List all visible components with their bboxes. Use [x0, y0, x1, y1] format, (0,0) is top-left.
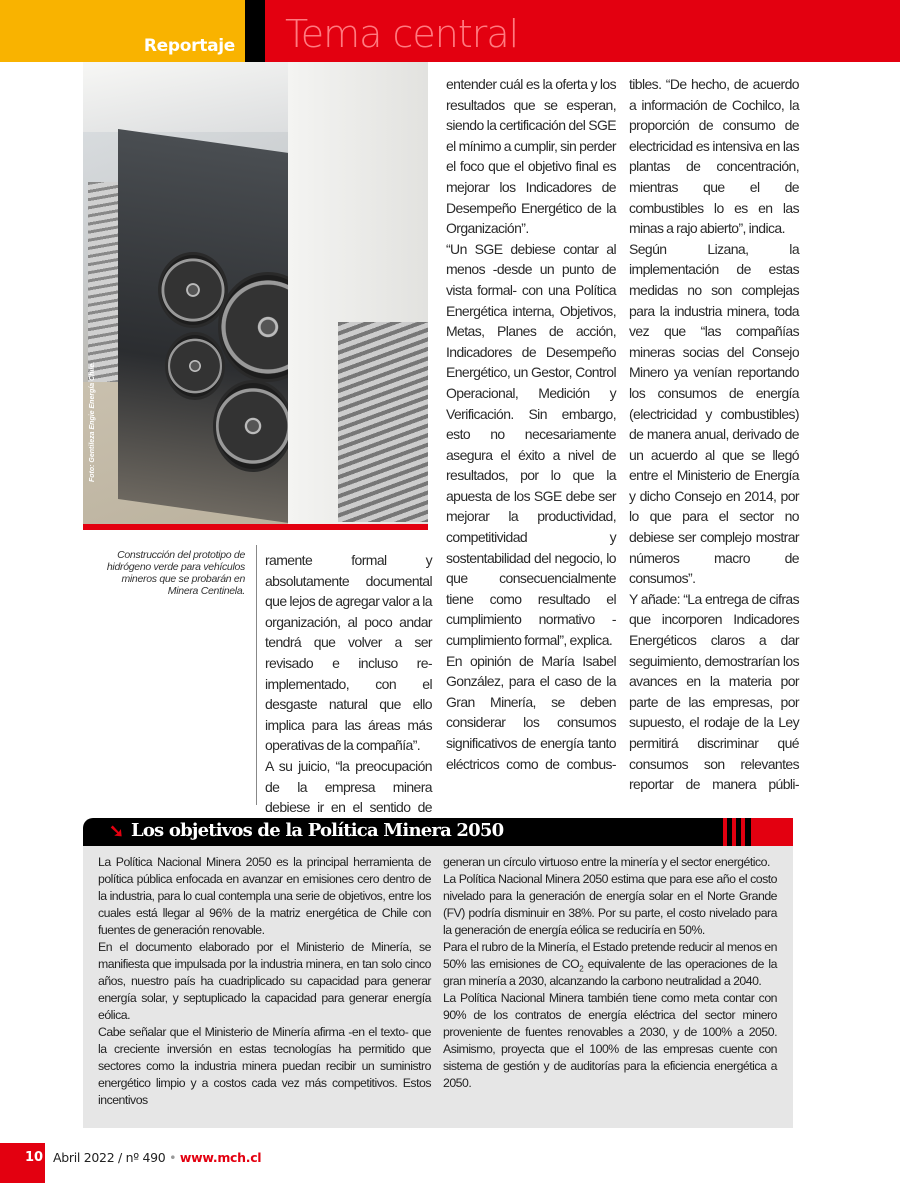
fan-image [158, 252, 228, 328]
separator: • [169, 1150, 177, 1165]
article-photo [83, 62, 428, 530]
paragraph: Para el rubro de la Minería, el Estado pretende reducir al menos en 50% las emisiones de $CO_2$ equivalente de las operaciones de la gran minería a 2030, alcanzando la carbono neutralidad a 2040. [443, 940, 777, 988]
paragraph: Según Lizana, la implementación de estas medidas no son complejas para la industria minera, toda vez que “las compañías mineras socias del Consejo Minero ya venían reportando los consumos de energía (electricidad y combustibles) de manera anual, derivado de un acuerdo al que se llegó entre el Ministerio de Energía y dicho Consejo en 2014, por lo que para el sector no debiese ser complejo mostrar números macro de consumos”. [629, 240, 799, 587]
article-column-2 [446, 74, 616, 774]
box-column-2 [443, 854, 777, 1092]
paragraph: A su juicio, “la preocupación de la empresa minera debiese ir en el sentido de [265, 757, 432, 816]
paragraph: entender cuál es la oferta y los resultados que se esperan, siendo la certificación del SGE el mínimo a cumplir, sin perder el foco que el objetivo final es mejorar los Indicadores de Desempeño Energético de la Organización”. [446, 76, 616, 237]
arrow-down-right-icon: ➘ [109, 821, 125, 841]
box-column-1 [98, 854, 431, 1109]
paragraph: tibles. “De hecho, de acuerdo a información de Cochilco, la proporción de consumo de electricidad es intensiva en las plantas de concentración, mientras que el de combustibles lo es en las minas a rajo abierto”, indica. [629, 76, 799, 237]
paragraph: Cabe señalar que el Ministerio de Minería afirma -en el texto- que la creciente inversión en estas tecnologías ha permitido que sectores como la industria minera puedan recibir un suministro energético limpio y a costos cada vez más competitivos. Estos incentivos [98, 1025, 431, 1107]
sidebar-box-title: Los objetivos de la Política Minera 2050 [131, 820, 504, 841]
fan-image [213, 380, 293, 472]
article-column-3 [629, 74, 799, 795]
section-bar [0, 0, 245, 62]
article-column-1 [265, 550, 432, 818]
website-link[interactable]: www.mch.cl [179, 1150, 262, 1165]
decorative-bars [723, 818, 793, 846]
paragraph: generan un círculo virtuoso entre la minería y el sector energético. [443, 855, 770, 869]
section-label: Reportaje [143, 36, 235, 56]
footer [53, 1150, 261, 1165]
page-title: Tema central [285, 12, 519, 56]
paragraph: En el documento elaborado por el Ministerio de Minería, se manifiesta que impulsada por la industria minera, en tan solo cinco años, nuestro país ha cuadriplicado su capacidad para generar energía solar, y septuplicado la capacidad para generar energía eólica. [98, 940, 431, 1022]
column-divider [256, 545, 257, 805]
paragraph: La Política Nacional Minera 2050 es la principal herramienta de política pública enfocada en avanzar en emisiones cero dentro de la industria, para lo cual contempla una serie de objetivos, entre los cuales está llegar al 96% de la matriz energética de Chile con fuentes de generación renovable. [98, 855, 431, 937]
header-divider [245, 0, 265, 62]
paragraph: La Política Nacional Minera 2050 estima que para ese año el costo nivelado para la generación de energía solar en el Norte Grande (FV) podría disminuir en 38%. Por su parte, el costo nivelado para la generación de energía eólica se reduciría en 50%. [443, 872, 777, 937]
paragraph: Y añade: “La entrega de cifras que incorporen Indicadores Energéticos claros a dar seguimiento, demostrarían los avances en la materia por parte de las empresas, por supuesto, el rodaje de la Ley permitirá discriminar qué consumos son relevantes reportar de manera públi- [629, 590, 799, 793]
sidebar-box [83, 846, 793, 1128]
paragraph: La Política Nacional Minera también tiene como meta contar con 90% de los contratos de energía eléctrica del sector minero proveniente de fuentes renovables a 2030, y de 100% a 2050. Asimismo, proyecta que el 100% de las empresas cuente con sistema de gestión y de auditorías para la eficiencia energética a 2050. [443, 991, 777, 1090]
fan-image [165, 332, 225, 400]
paragraph: “Un SGE debiese contar al menos -desde un punto de vista formal- con una Política Energética interna, Objetivos, Metas, Planes de acción, Indicadores de Desempeño Energético, un Gestor, Control Operacional, Medición y Verificación. Sin embargo, esto no necesariamente asegura el éxito a nivel de resultados, por lo que la apuesta de los SGE debe ser mejorar la productividad, competitividad y sostentabilidad del negocio, lo que consecuencialmente tiene como resultado el cumplimiento normativo -cumplimiento formal”, explica. [446, 240, 616, 649]
photo-credit: Foto: Gentileza Engie Energía Chile. [89, 361, 96, 482]
paragraph: ramente formal y absolutamente documental que lejos de agregar valor a la organización, al poco andar tendrá que volver a ser revisado e incluso re-implementado, con el desgaste natural que ello implica para las áreas más operativas de la compañía”. [265, 552, 432, 754]
page-number: 10 [0, 1143, 45, 1183]
issue-info: Abril 2022 / nº 490 [53, 1150, 166, 1165]
photo-caption: Construcción del prototipo de hidrógeno verde para vehículos mineros que se probarán en Minera Centinela. [106, 549, 245, 597]
paragraph: En opinión de María Isabel González, para el caso de la Gran Minería, se deben considerar los consumos significativos de energía tanto eléctricos como de combus- [446, 652, 616, 772]
title-bar [265, 0, 900, 62]
sidebar-box-header [83, 818, 793, 846]
